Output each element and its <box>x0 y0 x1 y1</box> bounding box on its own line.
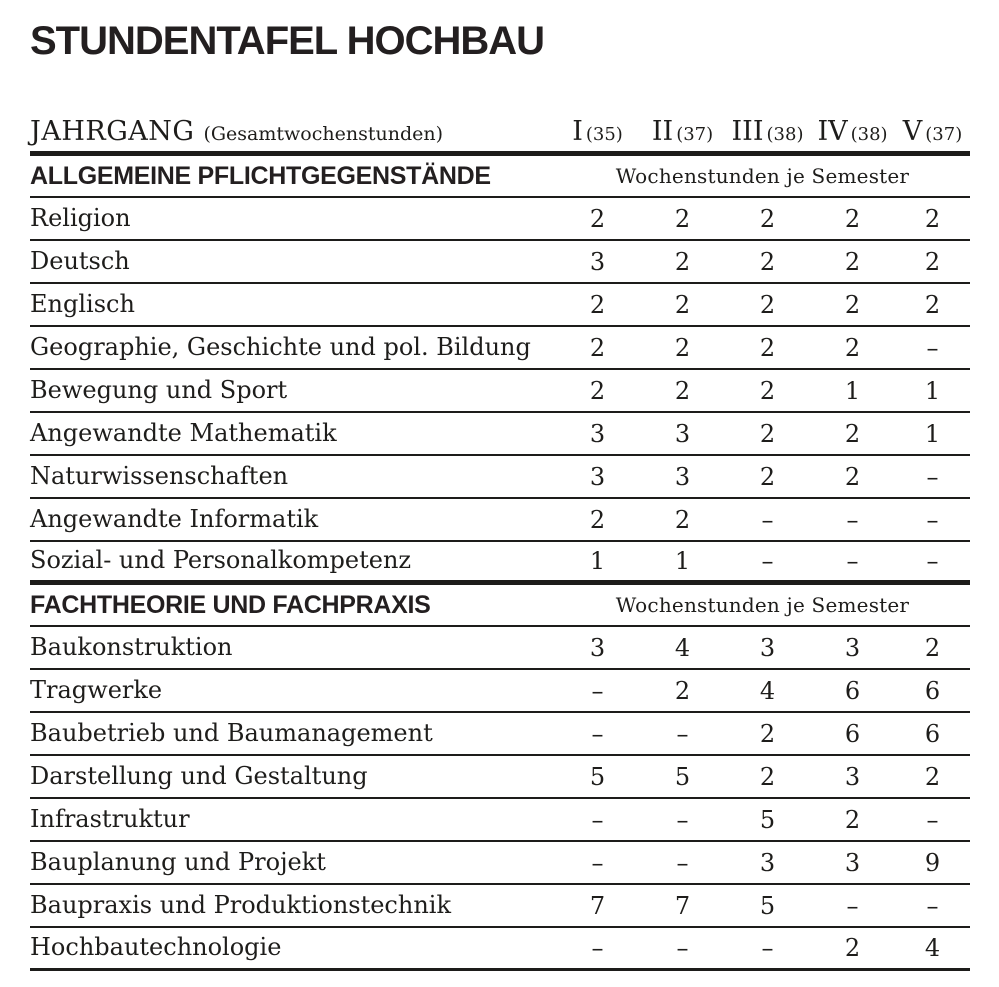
hours-value: 6 <box>844 676 861 705</box>
subject-label: Naturwissenschaften <box>30 461 289 490</box>
hours-value: 2 <box>589 290 606 319</box>
hours-value: 2 <box>759 333 776 362</box>
hours-value: 2 <box>589 505 606 534</box>
hours-value: – <box>926 505 939 534</box>
hours-value: 4 <box>759 676 776 705</box>
hours-value: 2 <box>674 290 691 319</box>
hours-value: 2 <box>844 247 861 276</box>
hours-value: 6 <box>844 719 861 748</box>
table-row <box>30 241 970 284</box>
hours-value: – <box>591 805 604 834</box>
hours-value: 3 <box>759 633 776 662</box>
subject-label: Bauplanung und Projekt <box>30 847 326 876</box>
table-row <box>30 198 970 241</box>
hours-value: 2 <box>759 762 776 791</box>
subject-label: Bewegung und Sport <box>30 375 288 404</box>
hours-value: 3 <box>589 247 606 276</box>
column-header-year-3 <box>725 118 810 151</box>
subject-label: Deutsch <box>30 246 130 275</box>
hours-value: – <box>591 719 604 748</box>
column-header-year-1 <box>555 118 640 151</box>
subject-label: Hochbautechnologie <box>30 933 282 961</box>
jahrgang-sublabel: (Gesamtwochenstunden) <box>203 123 444 145</box>
hours-value: 2 <box>924 633 941 662</box>
section-heading: FACHTHEORIE UND FACHPRAXIS <box>30 590 431 619</box>
year-total-hours: (37) <box>676 124 714 145</box>
jahrgang-label: JAHRGANG <box>30 116 195 147</box>
subject-label: Sozial- und Personalkompetenz <box>30 546 412 574</box>
table-row <box>30 799 970 842</box>
hours-value: 2 <box>844 805 861 834</box>
hours-value: – <box>926 333 939 362</box>
page-title: STUNDENTAFEL HOCHBAU <box>30 19 545 63</box>
hours-value: 2 <box>924 290 941 319</box>
table-row <box>30 756 970 799</box>
hours-value: 2 <box>759 290 776 319</box>
hours-value: 5 <box>674 762 691 791</box>
table-row <box>30 885 970 928</box>
column-header-year-2 <box>640 118 725 151</box>
hours-value: 1 <box>844 376 861 405</box>
hours-value: 3 <box>844 762 861 791</box>
hours-value: 2 <box>674 333 691 362</box>
year-total-hours: (37) <box>925 124 963 145</box>
section-heading-row-allgemeine <box>30 156 970 198</box>
hours-value: 2 <box>674 247 691 276</box>
hours-value: 3 <box>844 848 861 877</box>
hours-value: 2 <box>759 247 776 276</box>
hours-value: 2 <box>844 934 861 962</box>
table-row <box>30 327 970 370</box>
hours-value: – <box>676 719 689 748</box>
hours-value: 4 <box>674 633 691 662</box>
subject-label: Geographie, Geschichte und pol. Bildung <box>30 332 531 361</box>
table-row <box>30 413 970 456</box>
table-row <box>30 670 970 713</box>
subject-label: Religion <box>30 203 131 232</box>
hours-value: 4 <box>924 934 941 962</box>
hours-value: – <box>676 805 689 834</box>
hours-value: – <box>591 934 604 962</box>
hours-value: 7 <box>589 891 606 920</box>
subject-label: Angewandte Mathematik <box>30 418 337 447</box>
hours-value: – <box>761 505 774 534</box>
hours-value: 2 <box>674 204 691 233</box>
hours-value: – <box>926 462 939 491</box>
year-numeral: IV <box>817 116 848 147</box>
hours-value: 3 <box>759 848 776 877</box>
hours-value: – <box>926 547 939 575</box>
hours-value: 3 <box>589 419 606 448</box>
hours-value: 2 <box>674 505 691 534</box>
column-header-year-5 <box>895 118 970 151</box>
subject-label: Englisch <box>30 289 135 318</box>
subject-label: Darstellung und Gestaltung <box>30 761 368 790</box>
table-row <box>30 627 970 670</box>
table-row <box>30 842 970 885</box>
hours-value: 2 <box>924 204 941 233</box>
section-heading-row-fachtheorie <box>30 585 970 627</box>
hours-value: 3 <box>589 633 606 662</box>
subject-label: Baupraxis und Produktionstechnik <box>30 890 452 919</box>
subject-label: Tragwerke <box>30 675 163 704</box>
hours-value: 2 <box>759 462 776 491</box>
year-numeral: I <box>572 116 583 147</box>
hours-value: 2 <box>844 333 861 362</box>
hours-value: 3 <box>589 462 606 491</box>
curriculum-table <box>30 112 970 971</box>
hours-value: 2 <box>844 204 861 233</box>
table-row <box>30 928 970 971</box>
table-row <box>30 499 970 542</box>
hours-value: 5 <box>759 805 776 834</box>
table-row <box>30 284 970 327</box>
year-numeral: II <box>651 116 674 147</box>
hours-value: 7 <box>674 891 691 920</box>
table-row <box>30 456 970 499</box>
hours-value: 5 <box>759 891 776 920</box>
subject-label: Infrastruktur <box>30 804 190 833</box>
year-total-hours: (38) <box>766 124 804 145</box>
hours-value: 2 <box>759 376 776 405</box>
hours-value: 9 <box>924 848 941 877</box>
hours-value: – <box>591 848 604 877</box>
subject-label: Baubetrieb und Baumanagement <box>30 718 433 747</box>
hours-value: – <box>676 848 689 877</box>
hours-value: 1 <box>589 547 606 575</box>
hours-value: – <box>846 891 859 920</box>
hours-value: 1 <box>924 419 941 448</box>
section-note: Wochenstunden je Semester <box>615 593 910 617</box>
hours-value: 3 <box>844 633 861 662</box>
hours-value: 2 <box>589 333 606 362</box>
year-numeral: V <box>902 116 923 147</box>
hours-value: 2 <box>759 719 776 748</box>
year-total-hours: (35) <box>585 124 623 145</box>
hours-value: 5 <box>589 762 606 791</box>
hours-value: 2 <box>844 290 861 319</box>
table-row <box>30 542 970 585</box>
table-header-row <box>30 112 970 156</box>
hours-value: 1 <box>674 547 691 575</box>
hours-value: 6 <box>924 719 941 748</box>
hours-value: 2 <box>844 419 861 448</box>
hours-value: – <box>926 891 939 920</box>
hours-value: – <box>761 547 774 575</box>
hours-value: 2 <box>759 419 776 448</box>
hours-value: 2 <box>924 762 941 791</box>
header-jahrgang-cell <box>30 118 555 151</box>
section-note: Wochenstunden je Semester <box>615 164 910 188</box>
hours-value: 1 <box>924 376 941 405</box>
hours-value: – <box>676 934 689 962</box>
hours-value: 2 <box>589 204 606 233</box>
year-total-hours: (38) <box>850 124 888 145</box>
hours-value: 2 <box>589 376 606 405</box>
hours-value: – <box>846 547 859 575</box>
hours-value: – <box>846 505 859 534</box>
column-header-year-4 <box>810 118 895 151</box>
table-row <box>30 713 970 756</box>
hours-value: – <box>761 934 774 962</box>
hours-value: 2 <box>674 676 691 705</box>
year-numeral: III <box>731 116 764 147</box>
hours-value: 2 <box>924 247 941 276</box>
hours-value: 6 <box>924 676 941 705</box>
hours-value: 2 <box>844 462 861 491</box>
hours-value: 3 <box>674 419 691 448</box>
subject-label: Angewandte Informatik <box>30 504 319 533</box>
hours-value: 3 <box>674 462 691 491</box>
hours-value: 2 <box>759 204 776 233</box>
hours-value: – <box>591 676 604 705</box>
table-row <box>30 370 970 413</box>
hours-value: – <box>926 805 939 834</box>
section-heading: ALLGEMEINE PFLICHTGEGENSTÄNDE <box>30 161 491 190</box>
subject-label: Baukonstruktion <box>30 632 233 661</box>
hours-value: 2 <box>674 376 691 405</box>
